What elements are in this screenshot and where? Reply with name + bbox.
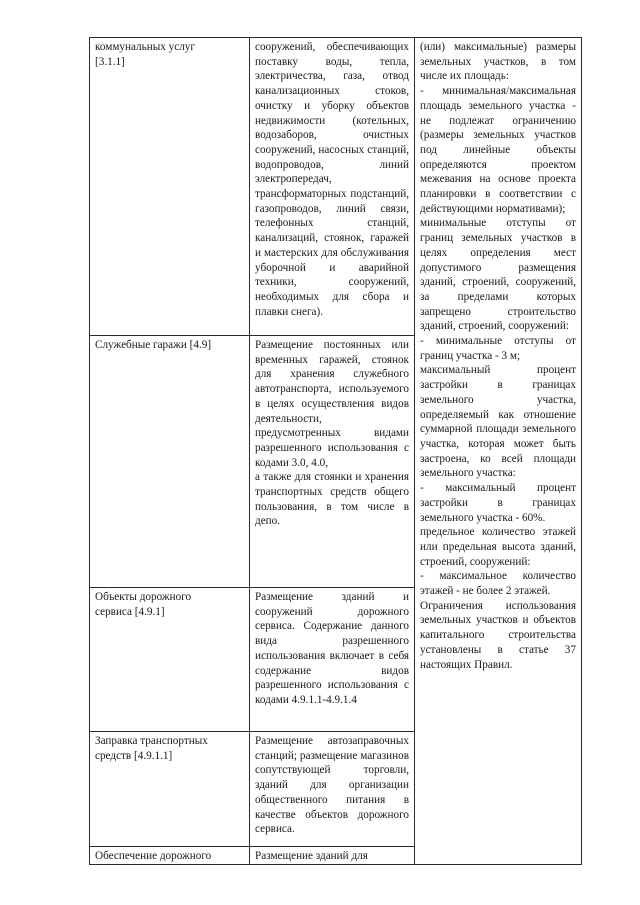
use-description: Размещение автозаправочных станций; размещение магазинов сопутствующей торговли, зданий для организации общественного питания в качестве объектов дорожного сервиса.: [255, 735, 409, 836]
use-cell: [90, 38, 250, 336]
parameters-text: (или) максимальные) размеры земельных участков, в том числе их площадь: - минимальная/максимальная площадь земельного участка - не подлежат ограничению (размеры земельных участков под линейные объекты определяются проектом межевания на основе проекта планировки в соответствии с действующими нормативами); минимальные отступы от границ земельных участков в целях определения мест допустимого размещения зданий, строений, сооружений, за пределами которых запрещено строительство зданий, строений, сооружений: - минимальные отступы от границ участка - 3 м; максимальный процент застройки в границах земельного участка, определяемый как отношение суммарной площади земельного участка, которая может быть застроена, ко всей площади земельного участка: - максимальный процент застройки в границах земельного участка - 60%. предельное количество этажей или предельная высота зданий, строений, сооружений: - максимальное количество этажей - не более 2 этажей. Ограничения использования земельных участков и объектов капитального строительства установлены в статье 37 настоящих Правил.: [420, 41, 576, 671]
use-cell: [90, 847, 250, 865]
land-use-table: [89, 37, 582, 865]
description-cell: [250, 336, 415, 588]
table-row: [90, 38, 582, 336]
parameters-cell: [415, 38, 582, 865]
use-name: коммунальных услуг [3.1.1]: [95, 41, 195, 68]
use-description: Размещение зданий и сооружений дорожного сервиса. Содержание данного вида разрешенного использования включает в себя содержание видов разрешенного использования с кодами 4.9.1.1-4.9.1.4: [255, 591, 409, 706]
use-cell: [90, 732, 250, 847]
use-description: сооружений, обеспечивающих поставку воды, тепла, электричества, газа, отвод канализационных стоков, очистку и уборку объектов недвижимости (котельных, водозаборов, очистных сооружений, насосных станций, водопроводов, линий электропередач, трансформаторных подстанций, газопроводов, линий связи, телефонных станций, канализаций, стоянок, гаражей и мастерских для обслуживания уборочной и аварийной техники, сооружений, необходимых для сбора и плавки снега).: [255, 41, 409, 318]
use-name: Обеспечение дорожного: [95, 850, 212, 862]
description-cell: [250, 847, 415, 865]
use-name: Служебные гаражи [4.9]: [95, 339, 212, 351]
use-description: Размещение зданий для: [255, 850, 368, 862]
use-name: Заправка транспортных средств [4.9.1.1]: [95, 735, 208, 762]
description-cell: [250, 732, 415, 847]
description-cell: [250, 38, 415, 336]
description-cell: [250, 588, 415, 732]
use-cell: [90, 588, 250, 732]
use-cell: [90, 336, 250, 588]
use-description: Размещение постоянных или временных гаражей, стоянок для хранения служебного автотранспорта, используемого в целях осуществления видов деятельности, предусмотренных видами разрешенного использования с кодами 3.0, 4.0, а также для стоянки и хранения транспортных средств общего пользования, в том числе в депо.: [255, 339, 409, 528]
use-name: Объекты дорожного сервиса [4.9.1]: [95, 591, 192, 618]
